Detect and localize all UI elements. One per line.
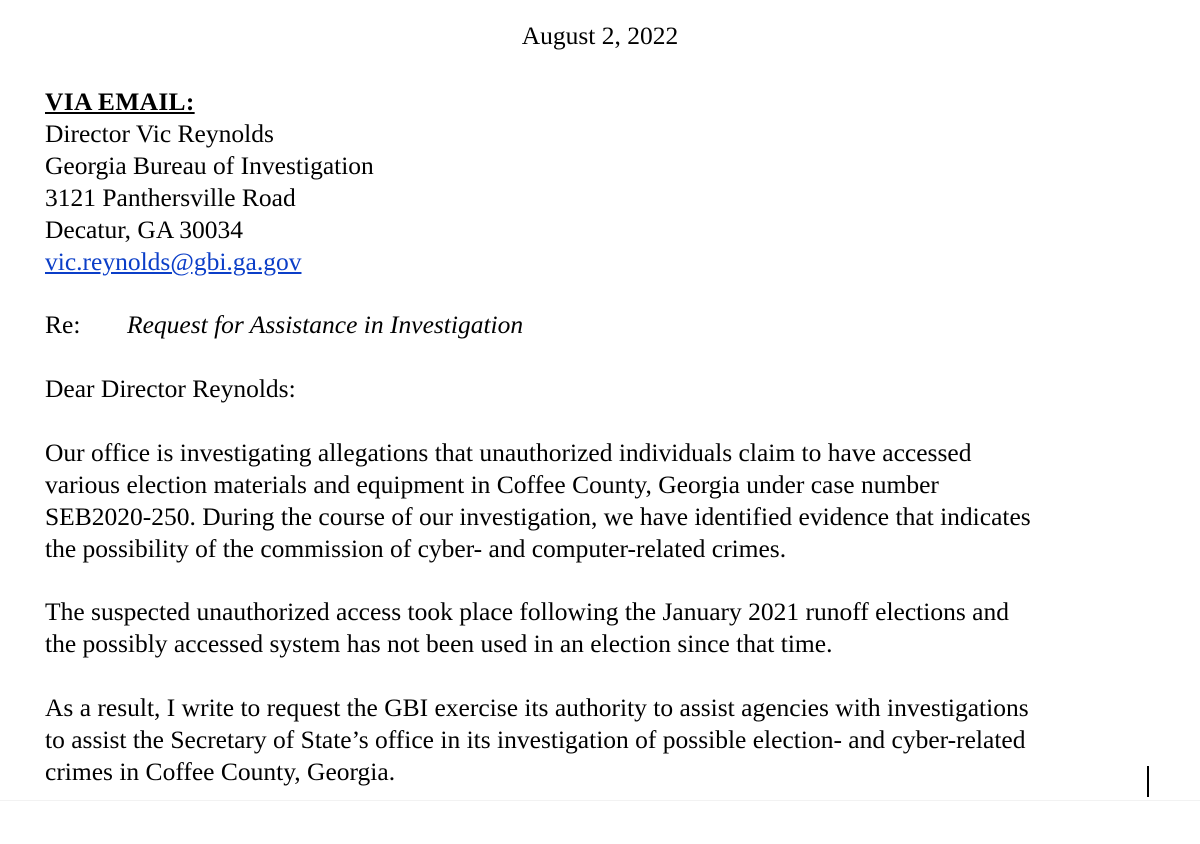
paragraph-line: various election materials and equipment in Coffee County, Georgia under case number — [45, 470, 939, 499]
paragraph-line: The suspected unauthorized access took place following the January 2021 runoff elections and — [45, 597, 1009, 626]
paragraph-line: the possibly accessed system has not been used in an election since that time. — [45, 629, 833, 658]
recipient-organization: Georgia Bureau of Investigation — [45, 151, 374, 180]
paragraph-line: the possibility of the commission of cyber- and computer-related crimes. — [45, 534, 787, 563]
recipient-name: Director Vic Reynolds — [45, 119, 274, 148]
recipient-email-link[interactable]: vic.reynolds@gbi.ga.gov — [45, 247, 302, 276]
paragraph-line: Our office is investigating allegations that unauthorized individuals claim to have accessed — [45, 438, 972, 467]
paragraph-line: to assist the Secretary of State’s office in its investigation of possible election- and cyber-related — [45, 725, 1026, 754]
paragraph-line: SEB2020-250. During the course of our investigation, we have identified evidence that indicates — [45, 502, 1031, 531]
recipient-street: 3121 Panthersville Road — [45, 183, 296, 212]
paragraph-line: crimes in Coffee County, Georgia. — [45, 757, 396, 786]
via-email-heading: VIA EMAIL: — [45, 87, 195, 116]
recipient-city-line: Decatur, GA 30034 — [45, 215, 243, 244]
text-cursor — [1147, 766, 1149, 797]
letter-date: August 2, 2022 — [521, 21, 679, 50]
re-subject: Request for Assistance in Investigation — [127, 310, 524, 339]
paragraph-line: As a result, I write to request the GBI exercise its authority to assist agencies with investigations — [45, 693, 1029, 722]
salutation: Dear Director Reynolds: — [45, 374, 296, 403]
re-label: Re: — [45, 310, 81, 339]
page-bottom-margin — [0, 800, 1200, 844]
